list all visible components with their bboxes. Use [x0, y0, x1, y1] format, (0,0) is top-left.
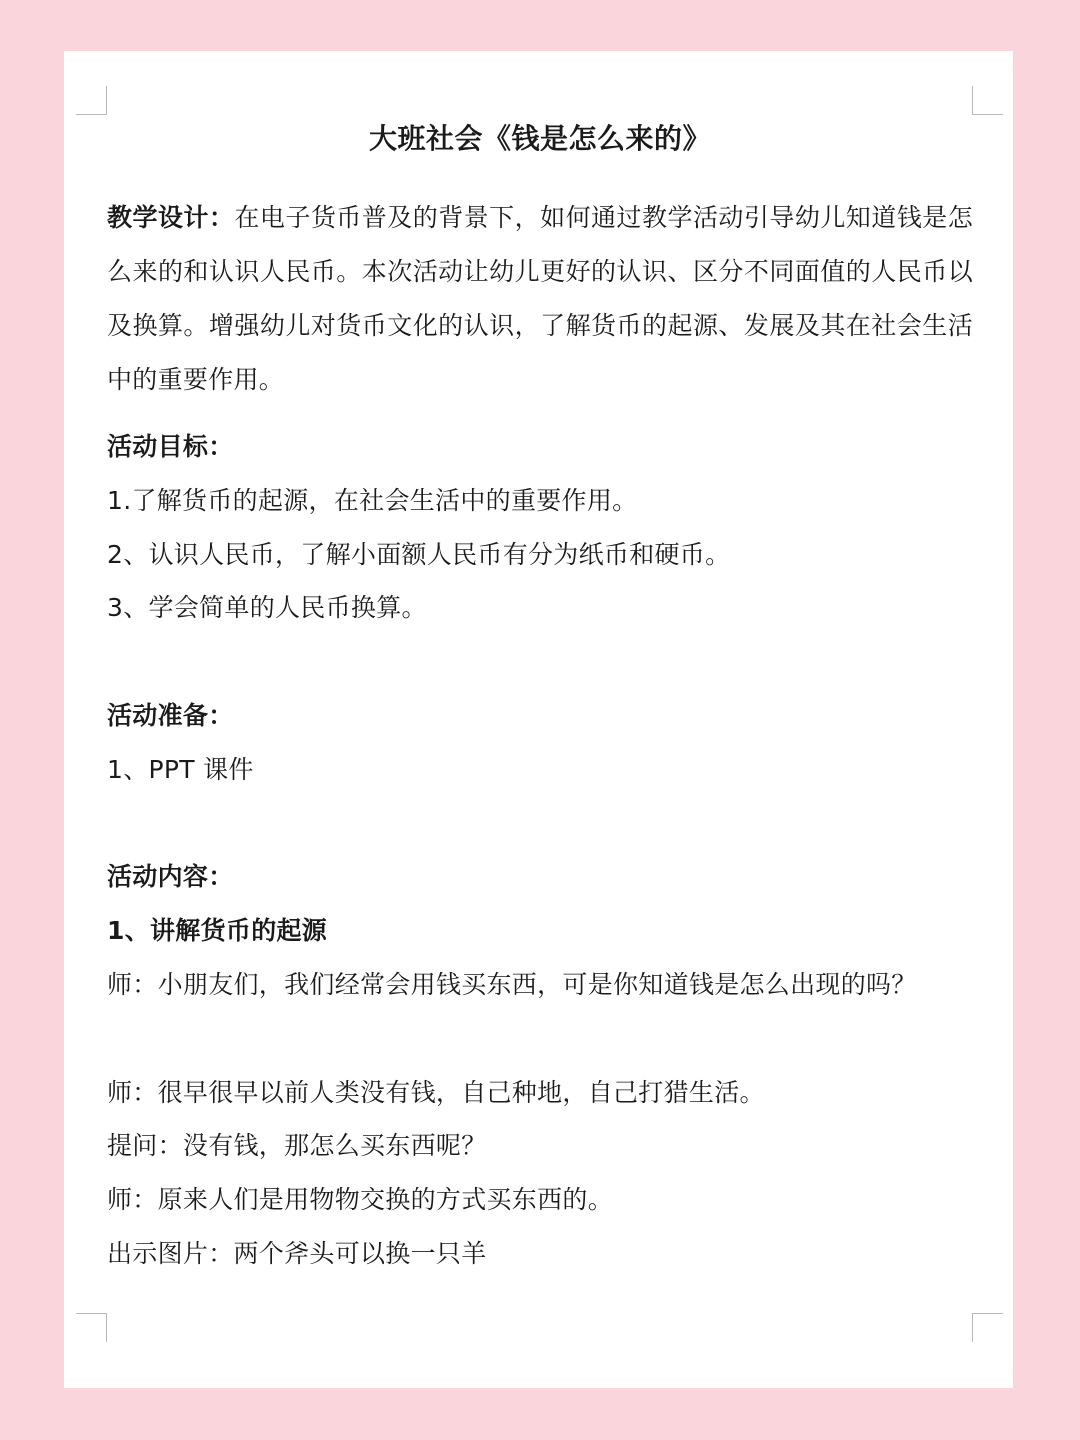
corner-mark-top-right: [972, 86, 1003, 115]
content-heading: 活动内容：: [107, 862, 234, 891]
document-page: [64, 51, 1013, 1388]
content-line-5: 出示图片：两个斧头可以换一只羊: [107, 1239, 487, 1268]
content-line-4: 师：原来人们是用物物交换的方式买东西的。: [107, 1185, 614, 1214]
content-line-2: 师：很早很早以前人类没有钱，自己种地，自己打猎生活。: [107, 1078, 765, 1107]
prep-item-1: 1、PPT 课件: [107, 755, 254, 784]
goal-item-3: 3、学会简单的人民币换算。: [107, 593, 427, 622]
goal-item-2: 2、认识人民币，了解小面额人民币有分为纸币和硬币。: [107, 540, 731, 569]
goals-heading: 活动目标：: [107, 432, 234, 461]
corner-mark-bottom-right: [972, 1313, 1003, 1342]
content-line-3: 提问：没有钱，那怎么买东西呢？: [107, 1131, 487, 1160]
document-title: 大班社会《钱是怎么来的》: [368, 122, 711, 155]
corner-mark-top-left: [76, 86, 107, 115]
goal-item-1: 1.了解货币的起源，在社会生活中的重要作用。: [107, 486, 638, 515]
corner-mark-bottom-left: [76, 1313, 107, 1342]
teaching-design-text: 在电子货币普及的背景下，如何通过教学活动引导幼儿知道钱是怎么来的和认识人民币。本次活动让幼儿更好的认识、区分不同面值的人民币以及换算。增强幼儿对货币文化的认识，了解货币的起源、发展及其在社会生活中的重要作用。: [107, 203, 973, 394]
content-subheading: 1、讲解货币的起源: [107, 916, 328, 945]
teaching-design-paragraph: [107, 191, 973, 407]
teaching-design-label: 教学设计：: [107, 203, 235, 232]
prep-heading: 活动准备：: [107, 701, 234, 730]
content-line-1: 师：小朋友们，我们经常会用钱买东西，可是你知道钱是怎么出现的吗？: [107, 970, 917, 999]
